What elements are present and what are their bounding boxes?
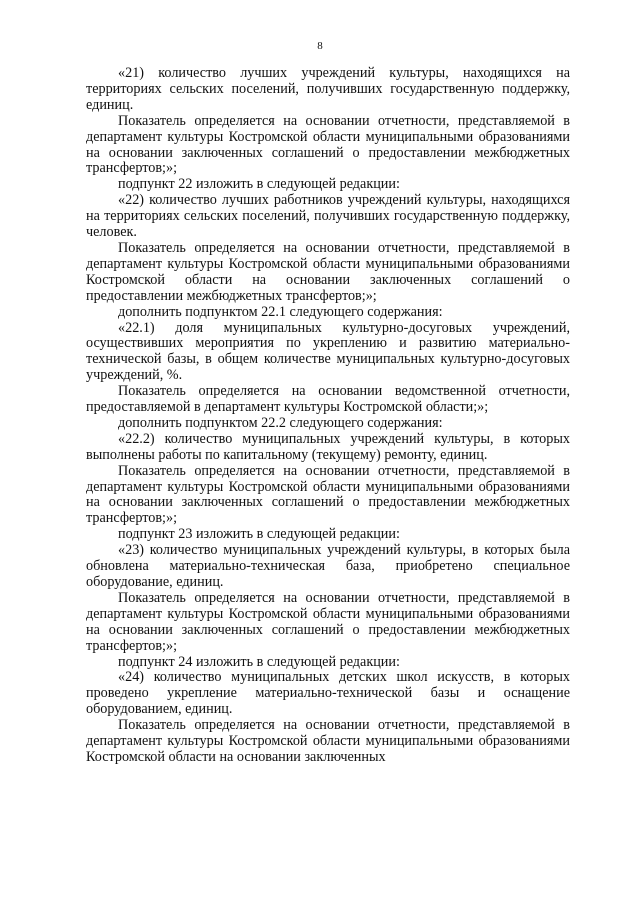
paragraph-indicator-note: Показатель определяется на основании отчетности, представляемой в департамент культуры Костромской области муниципальными образованиями на основании заключенных соглашений о предоставлении межбюджетных трансфертов;»; [86, 462, 570, 527]
paragraph-subitem-22-2: «22.2) количество муниципальных учреждений культуры, в которых выполнены работы по капитальному (текущему) ремонту, единиц. [86, 430, 570, 463]
paragraph-indicator-note: Показатель определяется на основании отчетности, представляемой в департамент культуры Костромской области муниципальными образованиями на основании заключенных соглашений о предоставлении межбюджетных трансфертов;»; [86, 112, 570, 177]
paragraph-instruction: дополнить подпунктом 22.2 следующего содержания: [118, 414, 443, 431]
paragraph-subitem-22-1: «22.1) доля муниципальных культурно-досуговых учреждений, осуществивших мероприятия по укреплению и развитию материально-технической базы, в общем количестве муниципальных культурно-досуговых учреждений, %. [86, 319, 570, 384]
paragraph-instruction: подпункт 22 изложить в следующей редакции: [118, 176, 400, 193]
paragraph-subitem-21: «21) количество лучших учреждений культуры, находящихся на территориях сельских поселений, получивших государственную поддержку, единиц. [86, 65, 570, 113]
paragraph-indicator-note: Показатель определяется на основании отчетности, представляемой в департамент культуры Костромской области муниципальными образованиями Костромской области на основании заключенных соглашений о предоставлении межбюджетных трансфертов;»; [86, 239, 570, 304]
paragraph-instruction: дополнить подпунктом 22.1 следующего содержания: [118, 303, 443, 320]
paragraph-subitem-24: «24) количество муниципальных детских школ искусств, в которых проведено укрепление материально-технической базы и оснащение оборудованием, единиц. [86, 669, 570, 718]
document-body [86, 66, 570, 766]
paragraph-instruction: подпункт 24 изложить в следующей редакции: [118, 653, 400, 670]
paragraph-indicator-note: Показатель определяется на основании отчетности, представляемой в департамент культуры Костромской области муниципальными образованиями на основании заключенных соглашений о предоставлении межбюджетных трансфертов;»; [86, 589, 570, 654]
paragraph-instruction: подпункт 23 изложить в следующей редакции: [118, 526, 400, 543]
paragraph-subitem-22: «22) количество лучших работников учреждений культуры, находящихся на территориях сельских поселений, получивших государственную поддержку, человек. [86, 192, 570, 241]
paragraph-indicator-note: Показатель определяется на основании ведомственной отчетности, предоставляемой в департамент культуры Костромской области;»; [86, 383, 570, 416]
page-number: 8 [317, 40, 323, 52]
paragraph-indicator-note: Показатель определяется на основании отчетности, представляемой в департамент культуры Костромской области муниципальными образованиями Костромской области на основании заключенных [86, 717, 570, 765]
paragraph-subitem-23: «23) количество муниципальных учреждений культуры, в которых была обновлена материально-техническая база, приобретено специальное оборудование, единиц. [86, 542, 570, 590]
